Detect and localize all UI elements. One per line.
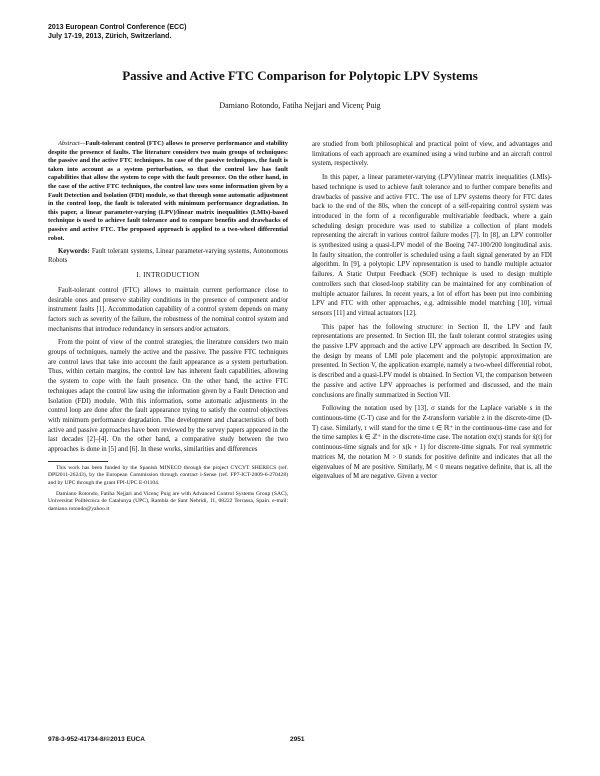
abstract	[48, 140, 288, 243]
left-paragraph-2: From the point of view of the control strategies, the literature considers two main groups of techniques, namely the active and the passive. The passive FTC techniques are control laws that take into account the fault appearance as a system perturbation. Thus, within certain margins, the control law has inherent fault capabilities, allowing the system to cope with the fault presence. On the other hand, the active FTC techniques adapt the control law using the information given by a Fault Detection and Isolation (FDI) module. With this information, some automatic adjustments in the control loop are done after the fault appearance trying to satisfy the control objectives with minimum performance degradation. The development and characteristics of both active and passive approaches have been reviewed by the survey papers appeared in the last decades [2]–[4]. On the other hand, a comparative study between the two approaches is done in [5] and [6]. In these works, similarities and differences	[48, 339, 288, 454]
paper-authors: Damiano Rotondo, Fatiha Nejjari and Vicenç Puig	[219, 101, 381, 110]
footnotes	[48, 465, 288, 513]
abstract-text: Fault-tolerant control (FTC) allows to preserve performance and stability despite the presence of faults. The literature considers two main groups of techniques: the passive and the active FTC techniques. In case of the passive techniques, the fault is taken into account as a system perturbation, so that the control law has fault capabilities that allow the system to cope with the fault presence. On the other hand, in the case of the active FTC techniques, the control law uses some information given by a Fault Detection and Isolation (FDI) module, so that through some automatic adjustment in the control loop, the fault is tolerated with minimum performance degradation. In this paper, a linear parameter-varying (LPV)/linear matrix inequalities (LMIs)-based technique is used to achieve fault tolerance and to compare benefits and drawbacks of passive and active FTC. The proposed approach is applied to a two-wheel differential robot.	[48, 140, 288, 242]
right-column	[312, 140, 552, 482]
right-paragraph-3: This paper has the following structure: in Section II, the LPV and fault representations are presented. In Section III, the fault tolerant control strategies using the passive LPV approach and the active LPV approach are described. In Section IV, the design by means of LMI pole placement and the polytopic approximation are presented. In Section V, the application example, namely a two-wheel differential robot, is described and a quasi-LPV model is obtained. In Section VI, the comparison between the passive and active LPV approaches is performed and discussed, and the main conclusions are finally summarized in Section VII.	[312, 323, 552, 399]
right-paragraph-2: In this paper, a linear parameter-varying (LPV)/linear matrix inequalities (LMIs)-based technique is used to achieve fault tolerance and to further compare benefits and drawbacks of passive and active FTC. The use of LPV systems theory for FTC dates back to the end of the 80s, when the concept of a self-repairing control system was introduced in the form of a reconfigurable multivariable feedback, where a gain scheduling design procedure was used to stabilize a collection of plant models representing the aircraft in various control failure modes [7]. In [8], an LPV controller is synthesized using a quasi-LPV model of the Boeing 747-100/200 longitudinal axis. In faulty situation, the controller is scheduled using a fault signal generated by an FDI algorithm. In [9], a polytopic LPV representation is used to handle multiple actuator failures. A Static Output Feedback (SOF) technique is used to design multiple controllers such that closed-loop stability can be maintained for any combination of multiple actuator failures. In recent years, a lot of effort has been put into combining LPV and FTC with other approaches, e.g. admissible model matching [10], virtual sensors [11] and virtual actuators [12].	[312, 174, 552, 317]
footnote-affiliation: Damiano Rotondo, Fatiha Nejjari and Vicenç Puig are with Advanced Control Systems Group (SAC), Universitat Politècnica de Catalunya (UPC), Rambla de Sant Nebridi, 11, 08222 Terrassa, Spain. e-mail: damiano.rotondo@yahoo.it	[48, 491, 288, 512]
footer-isbn: 978-3-952-41734-8/©2013 EUCA	[48, 736, 145, 743]
keywords-text: Fault tolerant systems, Linear parameter-varying systems, Autonomous Robots	[48, 248, 289, 265]
footnote-funding: This work has been funded by the Spanish MINECO through the project CYCYT SHERECS (ref. DPI2011-26243), by the European Commission through contract i-Sense (ref. FP7-ICT-2009-6-270428) and by UPC through the grant FPI-UPC E-01104.	[48, 464, 288, 486]
left-paragraph-1: Fault-tolerant control (FTC) allows to maintain current performance close to desirable ones and preserve stability conditions in the presence of component and/or instrument faults [1]. Accommodation capability of a control system depends on many factors such as severity of the failure, the robustness of the nominal control system and mechanisms that introduce redundancy in sensors and/or actuators.	[48, 286, 288, 333]
section-heading-introduction: I. INTRODUCTION	[136, 271, 200, 280]
keywords	[48, 247, 288, 265]
conference-dates: July 17-19, 2013, Zürich, Switzerland.	[48, 32, 172, 40]
footer-page-number: 2951	[290, 736, 305, 743]
left-column	[48, 140, 288, 513]
abstract-label: Abstract—	[58, 140, 86, 147]
footnote-divider	[48, 461, 108, 462]
conference-name: 2013 European Control Conference (ECC)	[48, 24, 187, 31]
keywords-label: Keywords:	[58, 248, 90, 256]
right-paragraph-1: are studied from both philosophical and practical point of view, and advantages and limitations of each approach are examined using a wind turbine and an aircraft control system, respectively.	[312, 141, 552, 168]
paper-title: Passive and Active FTC Comparison for Polytopic LPV Systems	[122, 68, 478, 83]
conference-header	[48, 24, 186, 41]
right-paragraph-4: Following the notation used by [13], σ stands for the Laplace variable s in the continuous-time (C-T) case and for the Z-transform variable z in the discrete-time (D-T) case. Similarly, τ will stand for the time t ∈ ℝ⁺ in the continuous-time case and for the time samples k ∈ ℤ⁺ in the discrete-time case. The notation σx(τ) stands for ẋ(t) for continuous-time signals and for x(k + 1) for discrete-time signals. For real symmetric matrices M, the notation M > 0 stands for positive definite and indicates that all the eigenvalues of M are positive. Similarly, M < 0 means negative definite, that is, all the eigenvalues of M are negative. Given a vector	[312, 405, 552, 481]
